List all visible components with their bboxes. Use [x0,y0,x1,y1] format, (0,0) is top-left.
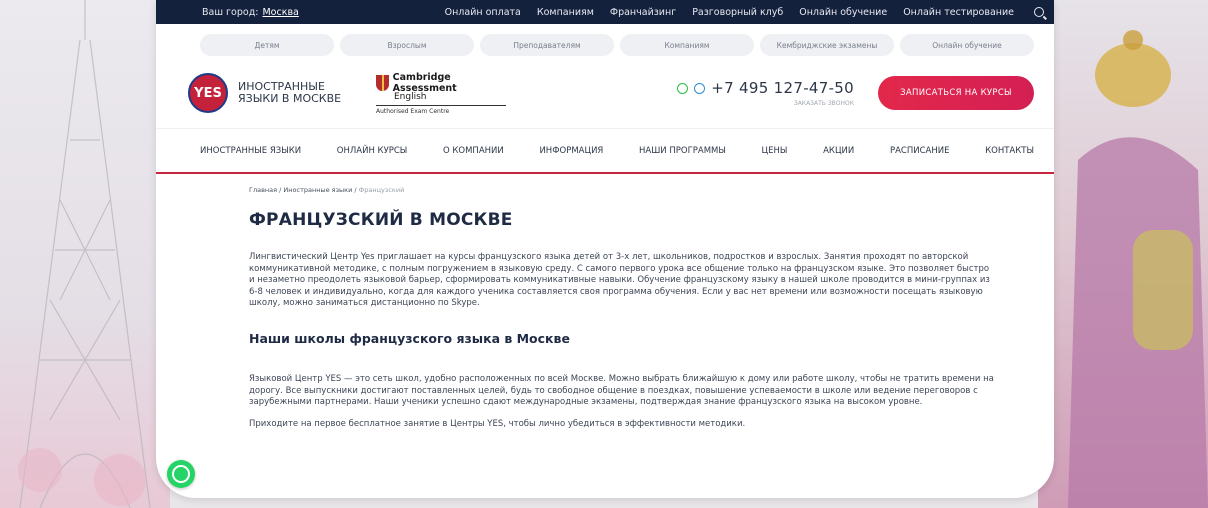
nav-programs[interactable]: НАШИ ПРОГРАММЫ [639,145,726,156]
nav-contacts[interactable]: КОНТАКТЫ [985,145,1034,156]
background-right [1038,0,1208,508]
pill-companies[interactable]: Компаниям [620,34,754,56]
hiker-illustration [1038,0,1208,508]
yes-logo[interactable] [188,73,228,113]
nav-prices[interactable]: ЦЕНЫ [761,145,788,156]
telegram-icon[interactable] [694,83,705,94]
pill-online-learning[interactable]: Онлайн обучение [900,34,1034,56]
breadcrumb-section[interactable]: Иностранные языки [283,186,353,194]
main-card [156,0,1054,498]
pill-teachers[interactable]: Преподавателям [480,34,614,56]
section-title: Наши школы французского языка в Москве [249,330,570,346]
top-link-franchising[interactable]: Франчайзинг [609,6,677,18]
top-link-companies[interactable]: Компаниям [536,6,594,18]
top-link-online-learning[interactable]: Онлайн обучение [799,6,888,18]
top-link-online-testing[interactable]: Онлайн тестирование [903,6,1014,18]
breadcrumb-current: Французский [358,186,405,194]
logo-text: YES [194,85,222,101]
breadcrumb: Главная / Иностранные языки / Французский [249,186,405,194]
nav-foreign-languages[interactable]: ИНОСТРАННЫЕ ЯЗЫКИ [200,145,302,156]
cambridge-line2: English [394,91,427,102]
pill-cambridge-exams[interactable]: Кембриджские экзамены [760,34,894,56]
top-links [445,7,1044,18]
page-title: ФРАНЦУЗСКИЙ В МОСКВЕ [249,210,513,230]
main-nav [156,128,1054,174]
top-bar [156,0,1054,24]
breadcrumb-home[interactable]: Главная [249,186,278,194]
pill-adults[interactable]: Взрослым [340,34,474,56]
invite-paragraph: Приходите на первое бесплатное занятие в Центры YES, чтобы лично убедиться в эффективности методики. [249,418,746,429]
intro-paragraph: Лингвистический Центр Yes приглашает на курсы французского языка детей от 3-х лет, школьников, подростков и взрослых. Занятия проходят по авторской коммуникативной методике, с полным погружением в языковую среду. С самого первого урока все общение только на французском языке. Это позволяет быстро и незаметно преодолеть языковой барьер, сформировать коммуникативные навыки. Обучение французскому языку в нашей школе проводится в мини-группах из 6-8 человек и индивидуально, когда для каждого ученика составляется своя программа обучения. Если у вас нет времени или возможности посещать языковую школу, можно заниматься дистанционно по Skype. [249,252,990,309]
brand-title: ИНОСТРАННЫЕ ЯЗЫКИ В МОСКВЕ [238,80,342,105]
callback-link[interactable]: ЗАКАЗАТЬ ЗВОНОК [793,100,854,107]
eiffel-tower-illustration [0,0,170,508]
cambridge-shield-icon [376,75,389,91]
background-left [0,0,170,508]
signup-button[interactable]: ЗАПИСАТЬСЯ НА КУРСЫ [878,76,1034,110]
nav-schedule[interactable]: РАСПИСАНИЕ [889,145,950,156]
phone-number[interactable]: +7 495 127-47-50 [711,79,854,97]
site-header [156,56,1054,116]
city-selector[interactable]: Москва [262,6,299,18]
nav-promotions[interactable]: АКЦИИ [823,145,855,156]
whatsapp-chat-icon[interactable] [167,460,195,488]
cambridge-line3: Authorised Exam Centre [376,105,506,115]
nav-information[interactable]: ИНФОРМАЦИЯ [539,145,604,156]
cambridge-line1: Cambridge Assessment [392,71,457,94]
main-content [156,174,1054,430]
contact-block [677,79,854,107]
nav-about[interactable]: О КОМПАНИИ [442,145,504,156]
top-link-speaking-club[interactable]: Разговорный клуб [692,6,784,18]
nav-online-courses[interactable]: ОНЛАЙН КУРСЫ [336,145,408,156]
audience-pills [156,24,1054,56]
whatsapp-icon[interactable] [677,83,688,94]
search-icon[interactable] [1034,7,1044,17]
schools-paragraph: Языковой Центр YES — это сеть школ, удобно расположенных по всей Москве. Можно выбрать ближайшую к дому или работе школу, чтобы не тратить времени на дорогу. Все выпускники достигают поставленных целей, будь то свободное общение в поездках, повышение успеваемости в школе или ведение переговоров с зарубежными партнерами. Наши ученики успешно сдают международные экзамены, подтверждая знание французского языка на высоком уровне. [249,373,994,408]
top-link-online-payment[interactable]: Онлайн оплата [444,6,521,18]
pill-children[interactable]: Детям [200,34,334,56]
cambridge-badge [376,72,506,115]
city-label: Ваш город: [202,6,259,18]
